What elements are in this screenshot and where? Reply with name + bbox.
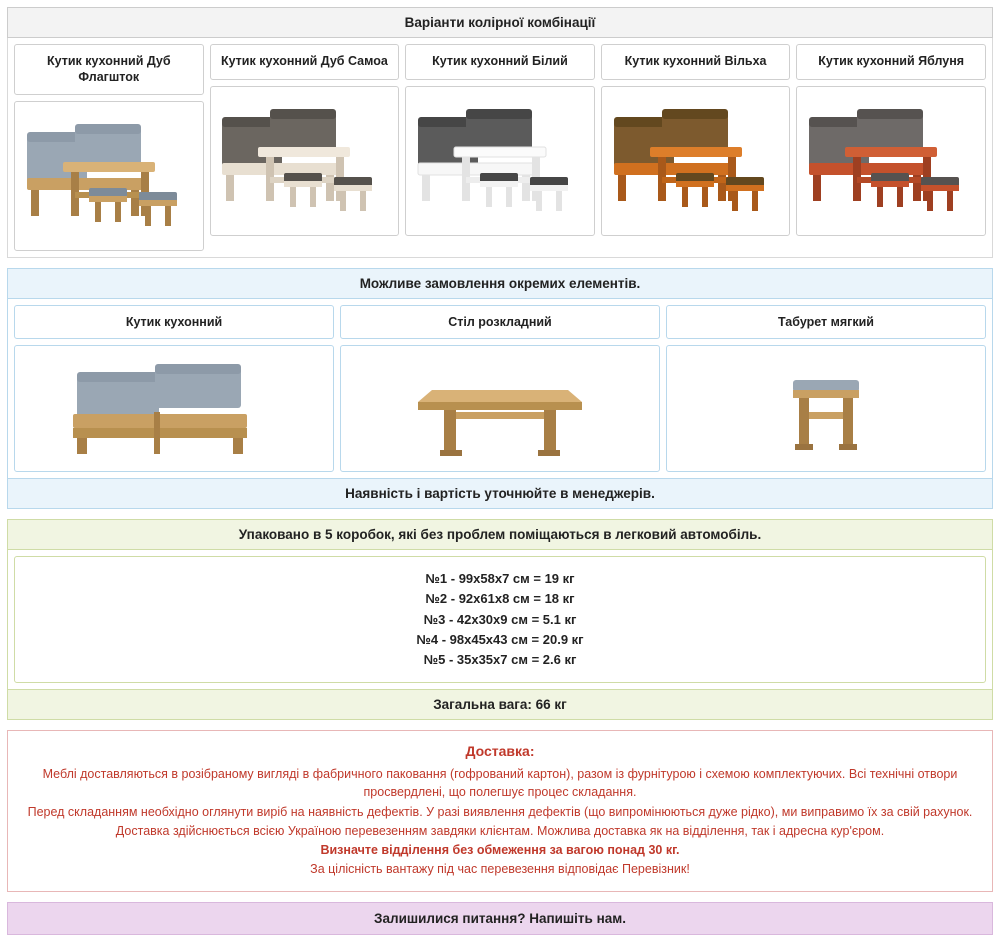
packaging-section [7,519,993,720]
delivery-line-2: Перед складанням необхідно оглянути виріб на наявність дефектів. У разі виявлення дефектів (що випромінюються дуже рідко), ми виправимо їх за свій рахунок. [27,804,973,819]
product-page [7,0,993,935]
part-card-soft-stool[interactable] [666,305,986,472]
delivery-carrier-note: За цілісність вантажу під час перевезення відповідає Перевізник! [310,861,690,876]
color-card-4[interactable] [601,44,791,251]
kitchen-corner-set-image[interactable] [796,86,986,236]
color-card-4-title: Кутик кухонний Вільха [601,44,791,80]
packaging-box-list [14,556,986,683]
delivery-info [7,730,993,892]
color-card-5-title: Кутик кухонний Яблуня [796,44,986,80]
part-card-corner-bench[interactable] [14,305,334,472]
color-variants-list [7,38,993,258]
packaging-body [7,550,993,689]
kitchen-corner-set-image[interactable] [601,86,791,236]
delivery-weight-note: Визначте відділення без обмеження за вагою понад 30 кг. [320,842,680,857]
delivery-title: Доставка: [465,742,535,759]
color-card-1[interactable] [14,44,204,251]
separate-parts-list [7,299,993,478]
kitchen-corner-set-image[interactable] [14,101,204,251]
soft-stool-image[interactable] [666,345,986,472]
part-card-folding-table[interactable] [340,305,660,472]
kitchen-corner-set-image[interactable] [405,86,595,236]
color-card-3-title: Кутик кухонний Білий [405,44,595,80]
part-card-soft-stool-title: Табурет мягкий [666,305,986,339]
packaging-box-2: №2 - 92х61х8 см = 18 кг [425,591,575,607]
contact-us-banner[interactable]: Залишилися питання? Напишіть нам. [7,902,993,935]
corner-bench-image[interactable] [14,345,334,472]
packaging-total-weight: Загальна вага: 66 кг [7,689,993,720]
delivery-line-1: Меблі доставляються в розібраному вигляді в фабричного паковання (гофрований картон), разом із фурнітурою і схемою комплектуючих. Всі технічні отвори просвердлені, що полегшує процес складання. [42,767,958,800]
color-card-2-title: Кутик кухонний Дуб Самоа [210,44,400,80]
color-card-1-title: Кутик кухонний Дуб Флагшток [14,44,204,95]
color-card-3[interactable] [405,44,595,251]
color-card-5[interactable] [796,44,986,251]
separate-parts-header: Можливе замовлення окремих елементів. [7,268,993,299]
packaging-box-5: №5 - 35х35х7 см = 2.6 кг [423,651,577,667]
delivery-line-3: Доставка здійснюється всією Україною перевезенням завдяки клієнтам. Можлива доставка як на відділення, так і адресна кур'єром. [115,823,885,838]
separate-parts-section [7,268,993,509]
color-card-2[interactable] [210,44,400,251]
packaging-box-3: №3 - 42х30х9 см = 5.1 кг [423,611,577,627]
packaging-box-4: №4 - 98х45х43 см = 20.9 кг [416,631,584,647]
separate-parts-footer: Наявність і вартість уточнюйте в менеджерів. [7,478,993,509]
color-variants-section [7,7,993,258]
folding-table-image[interactable] [340,345,660,472]
part-card-corner-bench-title: Кутик кухонний [14,305,334,339]
packaging-box-1: №1 - 99х58х7 см = 19 кг [425,571,575,587]
kitchen-corner-set-image[interactable] [210,86,400,236]
packaging-header: Упаковано в 5 коробок, які без проблем поміщаються в легковий автомобіль. [7,519,993,550]
part-card-folding-table-title: Стіл розкладний [340,305,660,339]
delivery-section [7,730,993,892]
question-section [7,902,993,935]
color-variants-header: Варіанти колірної комбінації [7,7,993,38]
